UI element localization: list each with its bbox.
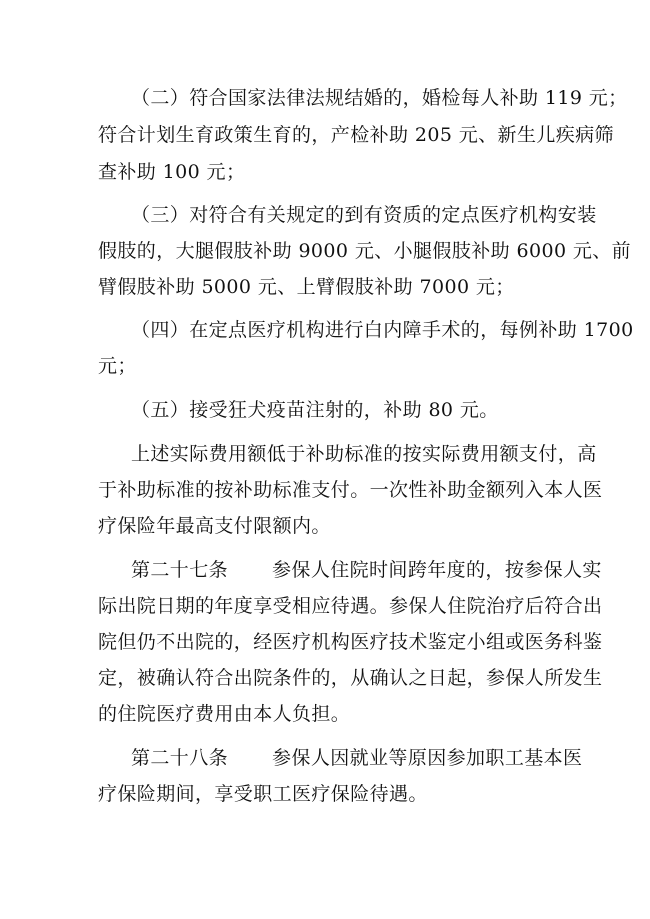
item-5-line-1: （五）接受狂犬疫苗注射的，补助 80 元。 xyxy=(131,399,499,421)
article-28-line-1 xyxy=(0,746,650,770)
item-4-line-1: （四）在定点医疗机构进行白内障手术的，每例补助 1700 xyxy=(131,319,634,341)
article-27-line-1 xyxy=(0,558,650,582)
article-28-line-2: 疗保险期间，享受职工医疗保险待遇。 xyxy=(98,783,428,805)
article-27-line-3: 院但仍不出院的，经医疗机构医疗技术鉴定小组或医务科鉴 xyxy=(98,631,603,653)
item-3-line-2: 假肢的，大腿假肢补助 9000 元、小腿假肢补助 6000 元、前 xyxy=(98,240,632,262)
summary-line-1: 上述实际费用额低于补助标准的按实际费用额支付，高 xyxy=(131,443,597,465)
article-27-line-2: 际出院日期的年度享受相应待遇。参保人住院治疗后符合出 xyxy=(98,595,603,617)
summary-line-2: 于补助标准的按补助标准支付。一次性补助金额列入本人医 xyxy=(98,479,603,501)
article-27-number: 第二十七条 xyxy=(131,559,229,581)
article-27-text: 参保人住院时间跨年度的，按参保人实 xyxy=(272,559,602,581)
article-28-number: 第二十八条 xyxy=(131,747,229,769)
item-2-line-3: 查补助 100 元； xyxy=(98,161,246,183)
article-27-line-4: 定，被确认符合出院条件的，从确认之日起，参保人所发生 xyxy=(98,667,603,689)
item-2-line-1: （二）符合国家法律法规结婚的，婚检每人补助 119 元； xyxy=(131,87,628,109)
article-28-text: 参保人因就业等原因参加职工基本医 xyxy=(272,747,583,769)
item-3-line-3: 臂假肢补助 5000 元、上臂假肢补助 7000 元； xyxy=(98,276,515,298)
item-4-line-2: 元； xyxy=(98,355,137,377)
article-27-line-5: 的住院医疗费用由本人负担。 xyxy=(98,703,351,725)
summary-line-3: 疗保险年最高支付限额内。 xyxy=(98,515,331,537)
item-2-line-2: 符合计划生育政策生育的，产检补助 205 元、新生儿疾病筛 xyxy=(98,124,614,146)
item-3-line-1: （三）对符合有关规定的到有资质的定点医疗机构安装 xyxy=(131,204,597,226)
